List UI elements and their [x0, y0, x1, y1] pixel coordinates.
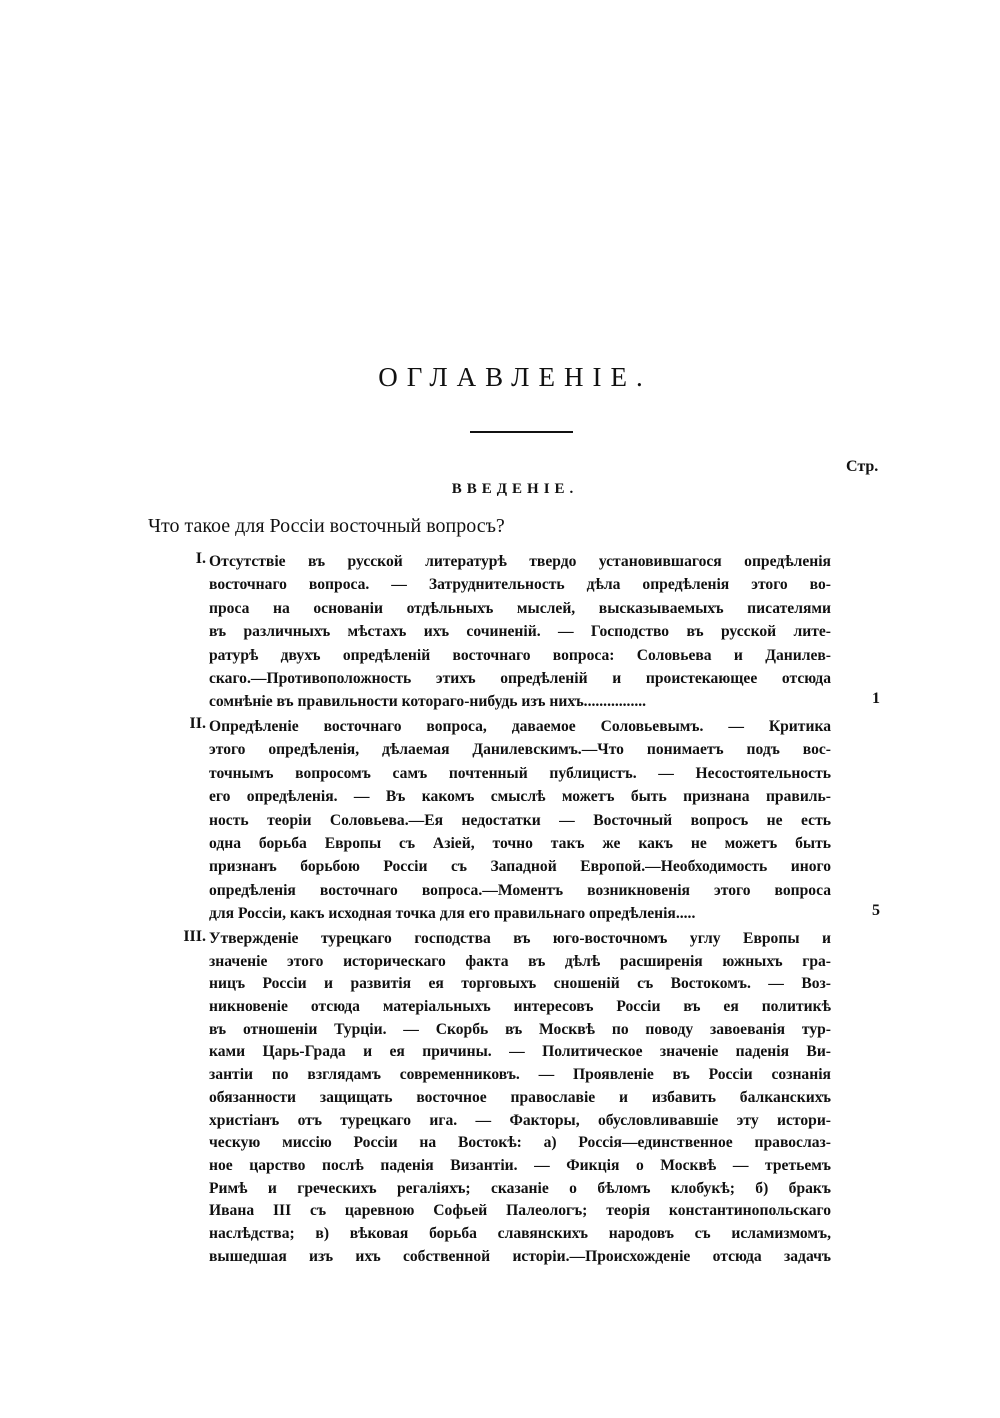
part-heading: ВВЕДЕНІЕ. [451, 481, 579, 497]
text-line: ность теоріи Соловьева.—Ея недостатки — Восточный вопросъ не есть [209, 811, 831, 829]
text-line: опредѣленія восточнаго вопроса.—Моментъ возникновенія этого вопроса [209, 881, 831, 899]
text-line: этого опредѣленія, дѣлаемая Данилевскимъ.—Что понимаетъ подъ вос- [209, 741, 831, 759]
text-line: ками Царь-Града и ея причины. — Политическое значеніе паденія Ви- [209, 1043, 831, 1061]
section-page-number: 1 [872, 690, 880, 707]
page-column-label: Стр. [846, 458, 879, 475]
text-line: христіанъ отъ турецкаго ига. — Факторы, обусловливавшіе эту истори- [209, 1111, 831, 1129]
chapter-question: Что такое для Россіи восточный вопросъ? [148, 515, 505, 537]
text-line: Ивана III съ царевною Софьей Палеологъ; теорія константинопольскаго [209, 1202, 831, 1220]
section-numeral: III. [183, 928, 206, 945]
text-line: Утвержденіе турецкаго господства въ юго-восточномъ углу Европы и [209, 930, 831, 947]
text-line: для Россіи, какъ исходная точка для его правильнаго опредѣленія..... [209, 905, 696, 923]
text-line: ное царство послѣ паденія Византіи. — Фикція о Москвѣ — третьемъ [209, 1156, 831, 1174]
text-line: признанъ борьбою Россіи съ Западной Европой.—Необходимость иного [209, 858, 831, 876]
section-page-number: 5 [872, 902, 880, 919]
text-line: въ отношеніи Турціи. — Скорбь въ Москвѣ по поводу завоеванія тур- [209, 1020, 831, 1038]
text-line: восточнаго вопроса. — Затруднительность дѣла опредѣленія этого во- [209, 576, 831, 594]
text-line: проса на основаніи отдѣльныхъ мыслей, высказываемыхъ писателями [209, 599, 831, 617]
text-line: ратурѣ двухъ опредѣленій восточнаго вопроса: Соловьева и Данилев- [209, 646, 831, 664]
text-line: ницъ Россіи и развитія ея торговыхъ сношеній съ Востокомъ. — Воз- [209, 975, 831, 993]
text-line: Опредѣленіе восточнаго вопроса, даваемое Соловьевымъ. — Критика [209, 718, 831, 735]
text-line: въ различныхъ мѣстахъ ихъ сочиненій. — Господство въ русской лите- [209, 623, 831, 641]
text-line: его опредѣленія. — Въ какомъ смыслѣ можетъ быть признана правиль- [209, 788, 831, 806]
section-text [209, 550, 831, 714]
text-line: зантіи по взглядамъ современниковъ. — Проявленіе въ Россіи сознанія [209, 1066, 831, 1084]
text-line: значеніе этого историческаго факта въ дѣлѣ расширенія южныхъ гра- [209, 952, 831, 970]
title-divider [470, 431, 573, 433]
page-title: ОГЛАВЛЕНІЕ. [378, 362, 652, 392]
text-line: ческую миссію Россіи на Востокѣ: а) Россія—единственное правослаз- [209, 1134, 831, 1152]
text-line: наслѣдства; в) вѣковая борьба славянскихъ народовъ съ исламизмомъ, [209, 1224, 831, 1242]
section-numeral: I. [195, 550, 206, 567]
text-line: вышедшая изъ ихъ собственной исторіи.—Происхожденіе отсюда задачъ [209, 1247, 831, 1265]
section-numeral: II. [189, 715, 206, 732]
section-text [209, 928, 831, 1268]
section-text [209, 715, 831, 926]
text-line: точнымъ вопросомъ самъ почтенный публицистъ. — Несостоятельность [209, 764, 831, 782]
text-line: скаго.—Противоположность этихъ опредѣленій и проистекающее отсюда [209, 669, 831, 687]
text-line: обязанности защищать восточное православіе и избавить балканскихъ [209, 1088, 831, 1106]
text-line: одна борьба Европы съ Азіей, точно такъ же какъ не можетъ быть [209, 834, 831, 852]
text-line: никновеніе отсюда матеріальныхъ интересовъ Россіи въ ея политикѣ [209, 998, 831, 1016]
text-line: Римѣ и греческихъ регаліяхъ; сказаніе о бѣломъ клобукѣ; б) бракъ [209, 1179, 831, 1197]
text-line: Отсутствіе въ русской литературѣ твердо установившагося опредѣленія [209, 553, 831, 570]
text-line: сомнѣніе въ правильности котораго-нибудь изъ нихъ................ [209, 693, 647, 711]
